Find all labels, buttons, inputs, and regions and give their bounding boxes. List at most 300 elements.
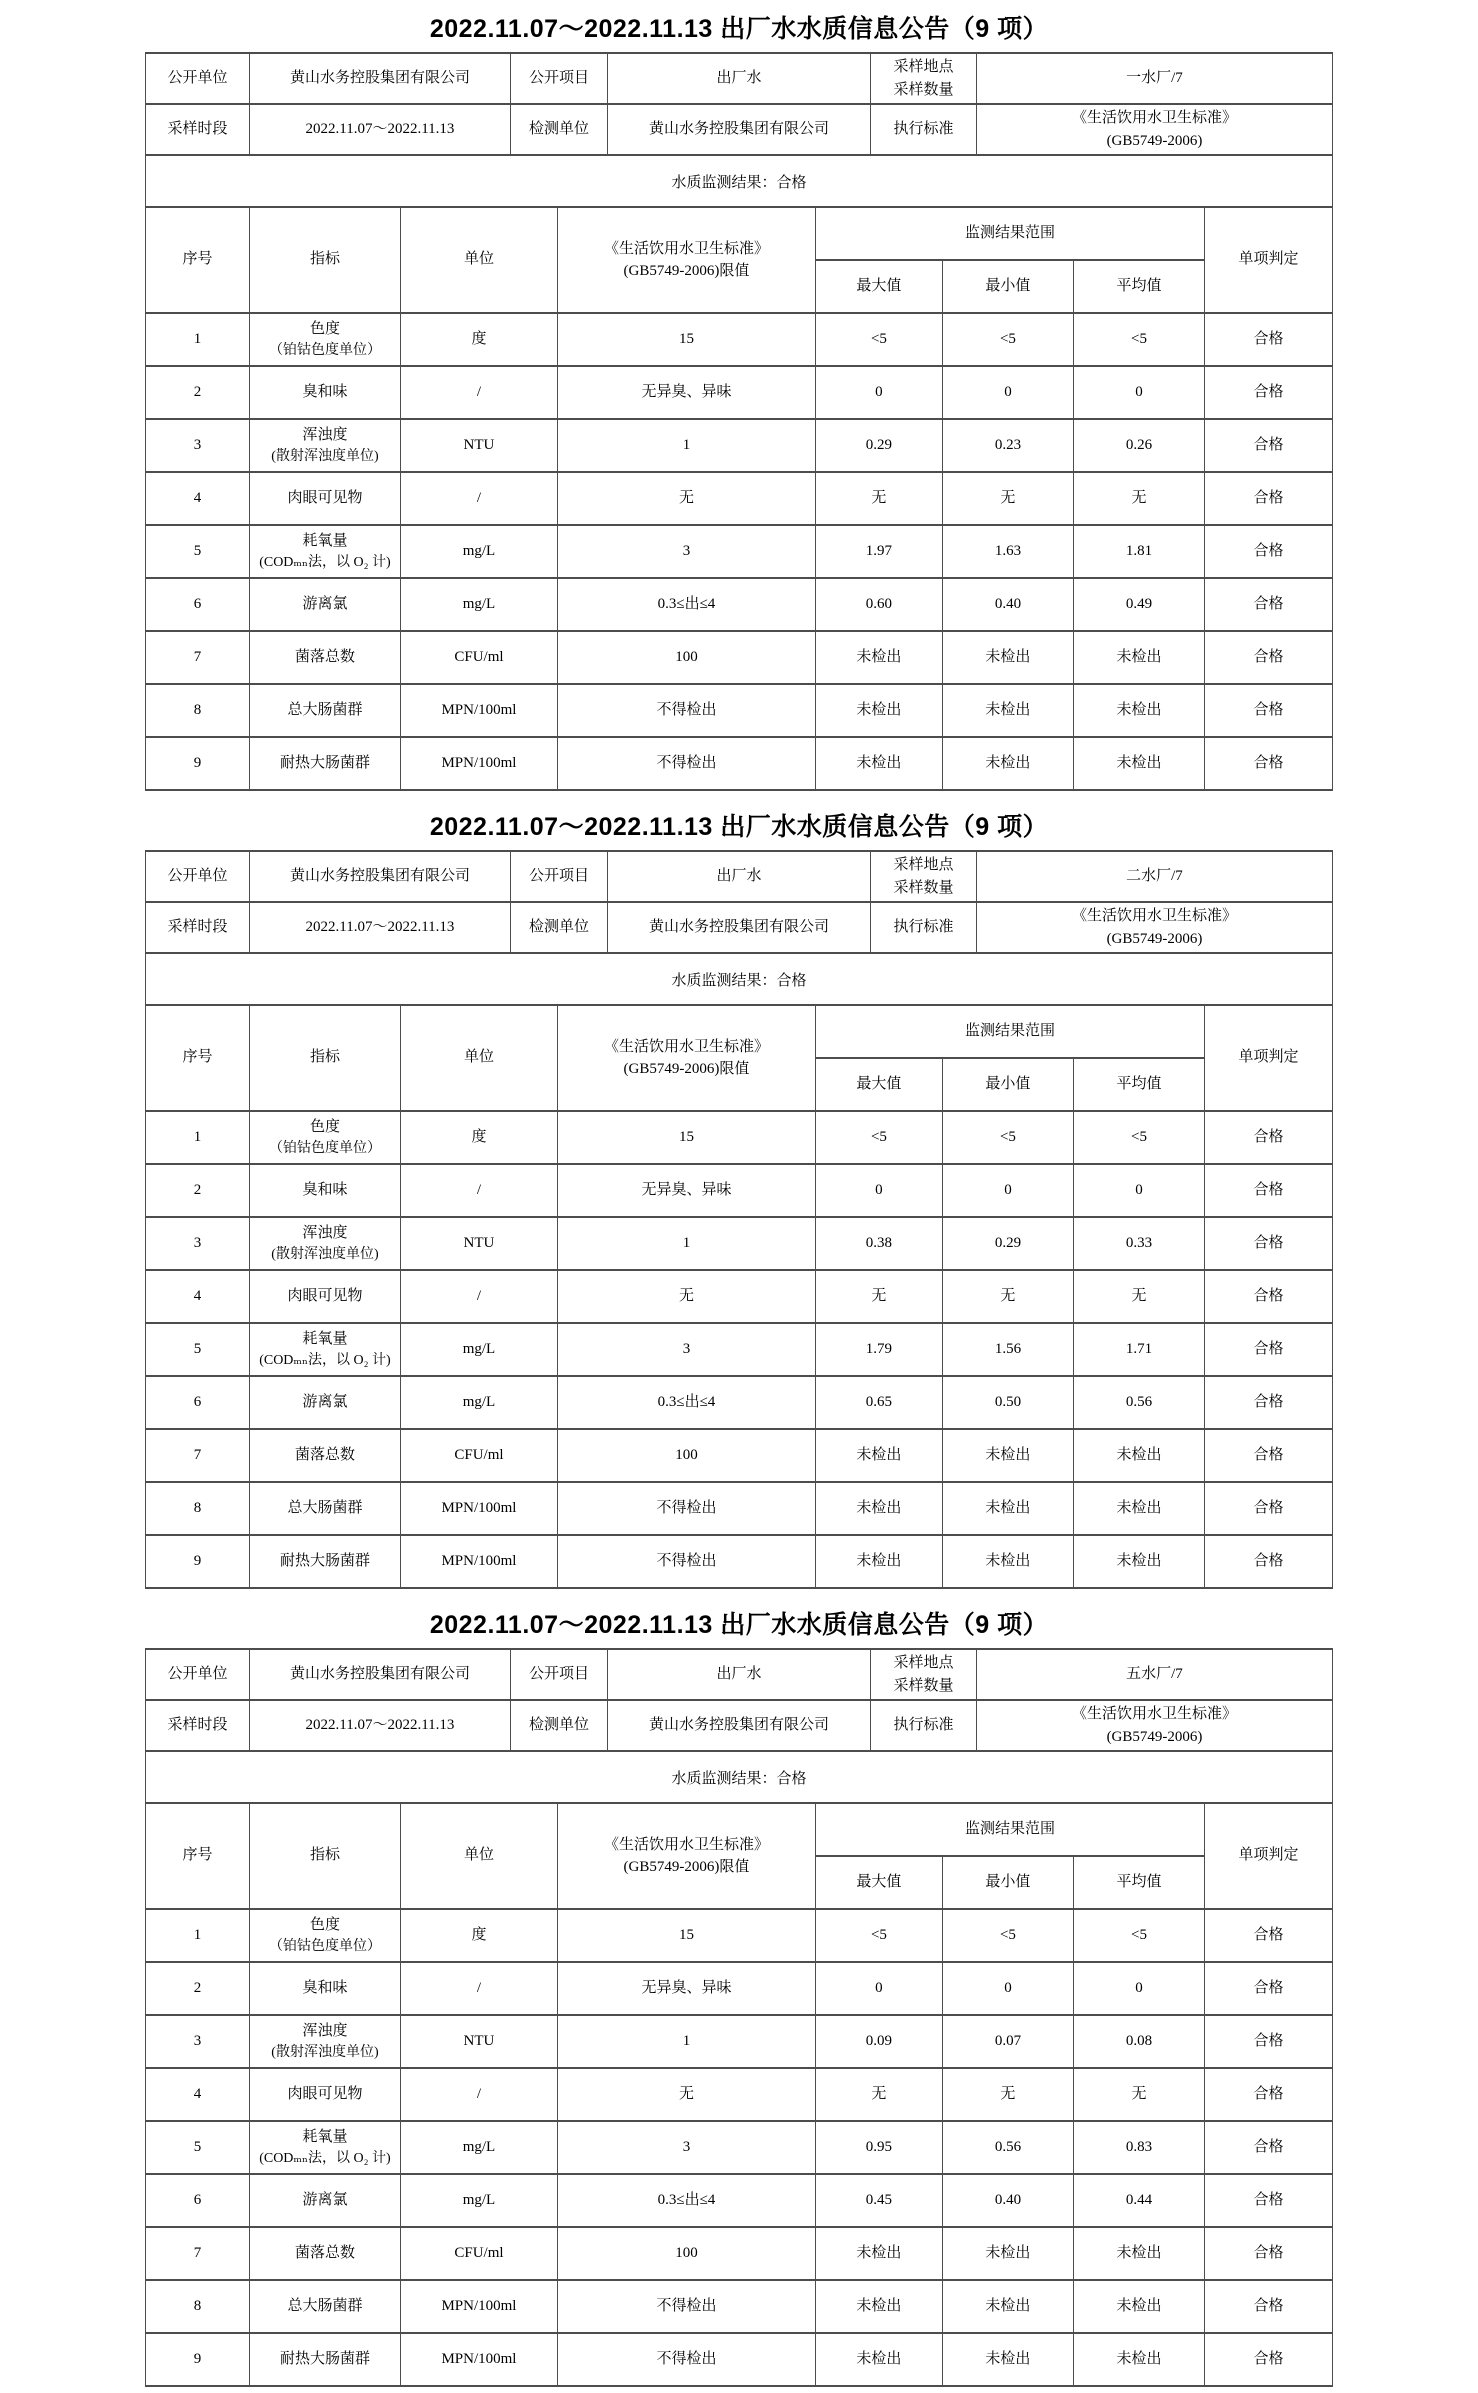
indicator-row xyxy=(146,2015,1333,2068)
limit-cell: 15 xyxy=(557,313,815,366)
min-value-cell: 无 xyxy=(942,472,1073,525)
max-value-cell: 0.38 xyxy=(815,1217,942,1270)
limit-cell: 1 xyxy=(557,419,815,472)
limit-cell: 15 xyxy=(557,1909,815,1962)
row-number: 2 xyxy=(146,1962,250,2015)
limit-cell: 不得检出 xyxy=(557,684,815,737)
standard-label: 执行标准 xyxy=(870,902,976,953)
info-table xyxy=(145,850,1333,954)
period-label: 采样时段 xyxy=(146,902,250,953)
min-value-cell: 未检出 xyxy=(942,2333,1073,2386)
unit-cell: mg/L xyxy=(400,2174,557,2227)
avg-value-cell: 0.44 xyxy=(1073,2174,1204,2227)
indicator-name-line1: 游离氯 xyxy=(302,1394,348,1411)
page-title: 2022.11.07～2022.11.13 出厂水水质信息公告（9 项） xyxy=(429,1611,1049,1639)
limit-header-line1: 《生活饮用水卫生标准》 xyxy=(603,1836,769,1853)
indicator-name-line1: 菌落总数 xyxy=(294,1447,355,1464)
detect-unit-value: 黄山水务控股集团有限公司 xyxy=(607,104,870,155)
notice-block xyxy=(145,1602,1333,2387)
limit-header-line1: 《生活饮用水卫生标准》 xyxy=(603,240,769,257)
verdict-cell: 合格 xyxy=(1204,1323,1332,1376)
max-value-cell: 1.97 xyxy=(815,525,942,578)
standard-value-line2: (GB5749-2006) xyxy=(1106,132,1203,149)
verdict-cell: 合格 xyxy=(1204,2015,1332,2068)
unit-cell: mg/L xyxy=(400,2121,557,2174)
row-number: 7 xyxy=(146,631,250,684)
indicator-name xyxy=(249,1962,400,2015)
indicator-row xyxy=(146,1535,1333,1588)
min-value-cell: 未检出 xyxy=(942,631,1073,684)
open-unit-label: 公开单位 xyxy=(146,53,250,104)
avg-value-cell: 未检出 xyxy=(1073,2333,1204,2386)
project-value: 出厂水 xyxy=(607,1649,870,1700)
indicator-name-line1: 臭和味 xyxy=(302,1980,348,1997)
indicator-name-line1: 浑浊度 xyxy=(302,2022,348,2039)
site-label-line1: 采样地点 xyxy=(893,1655,954,1671)
limit-cell: 无 xyxy=(557,1270,815,1323)
avg-value-cell: 0 xyxy=(1073,1962,1204,2015)
max-value-cell: 未检出 xyxy=(815,737,942,790)
col-header-min: 最小值 xyxy=(942,1856,1073,1909)
col-header-max: 最大值 xyxy=(815,260,942,313)
unit-cell: MPN/100ml xyxy=(400,1535,557,1588)
indicator-name-line1: 游离氯 xyxy=(302,2192,348,2209)
row-number: 4 xyxy=(146,1270,250,1323)
info-row xyxy=(146,1700,1333,1751)
verdict-cell: 合格 xyxy=(1204,2227,1332,2280)
avg-value-cell: 无 xyxy=(1073,2068,1204,2121)
indicator-row xyxy=(146,1909,1333,1962)
unit-cell: 度 xyxy=(400,313,557,366)
col-header-limit xyxy=(557,207,815,313)
indicator-name-line1: 耗氧量 xyxy=(302,2128,348,2145)
limit-cell: 1 xyxy=(557,1217,815,1270)
col-header-indicator: 指标 xyxy=(249,207,400,313)
max-value-cell: 未检出 xyxy=(815,631,942,684)
notice-blocks xyxy=(145,6,1333,2387)
standard-value-line1: 《生活饮用水卫生标准》 xyxy=(1071,908,1237,924)
indicator-name-line1: 肉眼可见物 xyxy=(287,2086,363,2103)
verdict-cell: 合格 xyxy=(1204,1217,1332,1270)
info-row xyxy=(146,104,1333,155)
min-value-cell: 0.29 xyxy=(942,1217,1073,1270)
project-value: 出厂水 xyxy=(607,53,870,104)
min-value-cell: 0.56 xyxy=(942,2121,1073,2174)
unit-cell: CFU/ml xyxy=(400,2227,557,2280)
indicator-name xyxy=(249,366,400,419)
indicator-name xyxy=(249,2174,400,2227)
unit-cell: 度 xyxy=(400,1909,557,1962)
standard-label: 执行标准 xyxy=(870,1700,976,1751)
min-value-cell: 未检出 xyxy=(942,1429,1073,1482)
limit-cell: 无异臭、异味 xyxy=(557,1962,815,2015)
row-number: 9 xyxy=(146,737,250,790)
min-value-cell: 未检出 xyxy=(942,2280,1073,2333)
min-value-cell: 未检出 xyxy=(942,684,1073,737)
indicator-row xyxy=(146,1429,1333,1482)
min-value-cell: 未检出 xyxy=(942,1482,1073,1535)
verdict-cell: 合格 xyxy=(1204,472,1332,525)
max-value-cell: <5 xyxy=(815,313,942,366)
site-label-line2: 采样数量 xyxy=(893,879,954,896)
info-row xyxy=(146,53,1333,104)
min-value-cell: <5 xyxy=(942,1111,1073,1164)
avg-value-cell: 未检出 xyxy=(1073,1429,1204,1482)
indicator-row xyxy=(146,737,1333,790)
min-value-cell: 1.63 xyxy=(942,525,1073,578)
info-row xyxy=(146,1649,1333,1700)
indicator-name-line1: 总大肠菌群 xyxy=(287,1500,363,1517)
verdict-cell: 合格 xyxy=(1204,1909,1332,1962)
unit-cell: MPN/100ml xyxy=(400,2280,557,2333)
notice-block xyxy=(145,6,1333,791)
indicator-name xyxy=(249,1270,400,1323)
site-count-label xyxy=(870,1649,976,1700)
open-unit-label: 公开单位 xyxy=(146,1649,250,1700)
standard-value xyxy=(976,902,1332,953)
standard-value-line1: 《生活饮用水卫生标准》 xyxy=(1071,1706,1237,1722)
row-number: 5 xyxy=(146,525,250,578)
indicator-name-line2: (CODₘₙ法，以 O₂ 计) xyxy=(259,555,391,571)
info-row xyxy=(146,902,1333,953)
indicator-row xyxy=(146,525,1333,578)
min-value-cell: 0 xyxy=(942,1164,1073,1217)
table-header-row xyxy=(146,1803,1333,1856)
verdict-cell: 合格 xyxy=(1204,2068,1332,2121)
indicator-row xyxy=(146,2333,1333,2386)
site-count-label xyxy=(870,53,976,104)
limit-header-line2: (GB5749-2006)限值 xyxy=(623,263,750,279)
indicator-name xyxy=(249,419,400,472)
indicator-row xyxy=(146,313,1333,366)
max-value-cell: 无 xyxy=(815,472,942,525)
avg-value-cell: 0 xyxy=(1073,366,1204,419)
unit-cell: mg/L xyxy=(400,1376,557,1429)
verdict-cell: 合格 xyxy=(1204,1482,1332,1535)
row-number: 5 xyxy=(146,2121,250,2174)
avg-value-cell: 0.33 xyxy=(1073,1217,1204,1270)
indicator-name-line1: 浑浊度 xyxy=(302,1224,348,1241)
max-value-cell: 未检出 xyxy=(815,1429,942,1482)
col-header-unit: 单位 xyxy=(400,1803,557,1909)
row-number: 1 xyxy=(146,313,250,366)
verdict-cell: 合格 xyxy=(1204,525,1332,578)
avg-value-cell: <5 xyxy=(1073,313,1204,366)
page-title: 2022.11.07～2022.11.13 出厂水水质信息公告（9 项） xyxy=(429,15,1049,43)
indicator-name-line1: 耐热大肠菌群 xyxy=(279,1553,370,1570)
avg-value-cell: <5 xyxy=(1073,1111,1204,1164)
table-body xyxy=(146,313,1333,790)
col-header-avg: 平均值 xyxy=(1073,260,1204,313)
site-count-value: 五水厂/7 xyxy=(976,1649,1332,1700)
open-unit-value: 黄山水务控股集团有限公司 xyxy=(249,53,510,104)
limit-cell: 3 xyxy=(557,525,815,578)
page-title: 2022.11.07～2022.11.13 出厂水水质信息公告（9 项） xyxy=(429,813,1049,841)
table-body xyxy=(146,1909,1333,2386)
row-number: 5 xyxy=(146,1323,250,1376)
avg-value-cell: <5 xyxy=(1073,1909,1204,1962)
row-number: 1 xyxy=(146,1909,250,1962)
limit-cell: 100 xyxy=(557,1429,815,1482)
limit-cell: 不得检出 xyxy=(557,1482,815,1535)
unit-cell: MPN/100ml xyxy=(400,737,557,790)
standard-value-line1: 《生活饮用水卫生标准》 xyxy=(1071,110,1237,126)
limit-cell: 3 xyxy=(557,1323,815,1376)
open-unit-value: 黄山水务控股集团有限公司 xyxy=(249,851,510,902)
max-value-cell: 0.95 xyxy=(815,2121,942,2174)
row-number: 8 xyxy=(146,684,250,737)
limit-header-line2: (GB5749-2006)限值 xyxy=(623,1859,750,1875)
col-header-range: 监测结果范围 xyxy=(815,1005,1204,1058)
unit-cell: mg/L xyxy=(400,1323,557,1376)
verdict-cell: 合格 xyxy=(1204,1164,1332,1217)
result-line: 水质监测结果：合格 xyxy=(145,954,1333,1004)
indicator-name-line1: 色度 xyxy=(309,1118,340,1135)
indicator-row xyxy=(146,2068,1333,2121)
verdict-cell: 合格 xyxy=(1204,737,1332,790)
unit-cell: mg/L xyxy=(400,525,557,578)
unit-cell: NTU xyxy=(400,419,557,472)
row-number: 9 xyxy=(146,1535,250,1588)
max-value-cell: 0 xyxy=(815,1164,942,1217)
indicator-name-line2: (散射浑浊度单位) xyxy=(271,449,379,465)
indicator-name xyxy=(249,631,400,684)
indicator-name xyxy=(249,1376,400,1429)
limit-cell: 不得检出 xyxy=(557,2333,815,2386)
site-label-line2: 采样数量 xyxy=(893,81,954,98)
project-label: 公开项目 xyxy=(510,53,607,104)
verdict-cell: 合格 xyxy=(1204,2121,1332,2174)
min-value-cell: 0.50 xyxy=(942,1376,1073,1429)
site-label-line1: 采样地点 xyxy=(893,59,954,75)
col-header-verdict: 单项判定 xyxy=(1204,1803,1332,1909)
verdict-cell: 合格 xyxy=(1204,366,1332,419)
min-value-cell: 无 xyxy=(942,2068,1073,2121)
verdict-cell: 合格 xyxy=(1204,1429,1332,1482)
indicator-name-line1: 总大肠菌群 xyxy=(287,2298,363,2315)
avg-value-cell: 0 xyxy=(1073,1164,1204,1217)
col-header-indicator: 指标 xyxy=(249,1803,400,1909)
indicator-row xyxy=(146,1164,1333,1217)
row-number: 7 xyxy=(146,1429,250,1482)
min-value-cell: 0.23 xyxy=(942,419,1073,472)
detect-unit-value: 黄山水务控股集团有限公司 xyxy=(607,1700,870,1751)
indicator-name xyxy=(249,1111,400,1164)
verdict-cell: 合格 xyxy=(1204,313,1332,366)
open-unit-value: 黄山水务控股集团有限公司 xyxy=(249,1649,510,1700)
indicator-name xyxy=(249,1429,400,1482)
indicator-row xyxy=(146,1376,1333,1429)
verdict-cell: 合格 xyxy=(1204,1270,1332,1323)
min-value-cell: <5 xyxy=(942,1909,1073,1962)
col-header-avg: 平均值 xyxy=(1073,1856,1204,1909)
indicator-name xyxy=(249,1164,400,1217)
indicator-name xyxy=(249,2068,400,2121)
notice-block xyxy=(145,804,1333,1589)
indicator-row xyxy=(146,631,1333,684)
indicator-name-line1: 耗氧量 xyxy=(302,1330,348,1347)
site-label-line1: 采样地点 xyxy=(893,857,954,873)
avg-value-cell: 未检出 xyxy=(1073,2280,1204,2333)
indicator-row xyxy=(146,2227,1333,2280)
avg-value-cell: 未检出 xyxy=(1073,631,1204,684)
indicator-name xyxy=(249,684,400,737)
indicator-name-line1: 臭和味 xyxy=(302,384,348,401)
row-number: 9 xyxy=(146,2333,250,2386)
indicator-row xyxy=(146,366,1333,419)
avg-value-cell: 0.49 xyxy=(1073,578,1204,631)
row-number: 8 xyxy=(146,2280,250,2333)
min-value-cell: 0.07 xyxy=(942,2015,1073,2068)
unit-cell: MPN/100ml xyxy=(400,684,557,737)
result-line: 水质监测结果：合格 xyxy=(145,156,1333,206)
limit-cell: 1 xyxy=(557,2015,815,2068)
avg-value-cell: 0.26 xyxy=(1073,419,1204,472)
indicator-name xyxy=(249,472,400,525)
col-header-seq: 序号 xyxy=(146,1803,250,1909)
max-value-cell: 0.29 xyxy=(815,419,942,472)
max-value-cell: 0.65 xyxy=(815,1376,942,1429)
max-value-cell: 未检出 xyxy=(815,684,942,737)
indicator-row xyxy=(146,1111,1333,1164)
unit-cell: / xyxy=(400,1962,557,2015)
indicator-row xyxy=(146,2174,1333,2227)
verdict-cell: 合格 xyxy=(1204,1962,1332,2015)
indicator-name-line2: （铂钴色度单位） xyxy=(268,343,381,359)
verdict-cell: 合格 xyxy=(1204,578,1332,631)
verdict-cell: 合格 xyxy=(1204,1376,1332,1429)
limit-cell: 15 xyxy=(557,1111,815,1164)
max-value-cell: 未检出 xyxy=(815,2227,942,2280)
indicator-name-line1: 色度 xyxy=(309,1916,340,1933)
limit-cell: 0.3≤出≤4 xyxy=(557,578,815,631)
row-number: 6 xyxy=(146,1376,250,1429)
unit-cell: CFU/ml xyxy=(400,1429,557,1482)
info-table xyxy=(145,52,1333,156)
limit-cell: 0.3≤出≤4 xyxy=(557,2174,815,2227)
limit-cell: 无 xyxy=(557,472,815,525)
result-line: 水质监测结果：合格 xyxy=(145,1752,1333,1802)
min-value-cell: 0 xyxy=(942,366,1073,419)
unit-cell: / xyxy=(400,1164,557,1217)
detect-unit-label: 检测单位 xyxy=(510,902,607,953)
limit-cell: 无异臭、异味 xyxy=(557,1164,815,1217)
unit-cell: / xyxy=(400,1270,557,1323)
period-label: 采样时段 xyxy=(146,104,250,155)
table-header-row xyxy=(146,207,1333,260)
table-body xyxy=(146,1111,1333,1588)
avg-value-cell: 1.81 xyxy=(1073,525,1204,578)
indicator-name-line2: （铂钴色度单位） xyxy=(268,1141,381,1157)
limit-header-line1: 《生活饮用水卫生标准》 xyxy=(603,1038,769,1055)
site-count-value: 一水厂/7 xyxy=(976,53,1332,104)
indicator-name-line1: 臭和味 xyxy=(302,1182,348,1199)
limit-cell: 100 xyxy=(557,631,815,684)
verdict-cell: 合格 xyxy=(1204,2333,1332,2386)
row-number: 1 xyxy=(146,1111,250,1164)
detect-unit-label: 检测单位 xyxy=(510,104,607,155)
verdict-cell: 合格 xyxy=(1204,631,1332,684)
max-value-cell: 未检出 xyxy=(815,2333,942,2386)
site-label-line2: 采样数量 xyxy=(893,1677,954,1694)
max-value-cell: 0.45 xyxy=(815,2174,942,2227)
indicator-row xyxy=(146,472,1333,525)
min-value-cell: 0 xyxy=(942,1962,1073,2015)
indicator-row xyxy=(146,578,1333,631)
indicator-row xyxy=(146,1482,1333,1535)
indicator-name-line1: 浑浊度 xyxy=(302,426,348,443)
info-table xyxy=(145,1648,1333,1752)
period-value: 2022.11.07～2022.11.13 xyxy=(249,104,510,155)
unit-cell: NTU xyxy=(400,1217,557,1270)
avg-value-cell: 0.56 xyxy=(1073,1376,1204,1429)
max-value-cell: <5 xyxy=(815,1909,942,1962)
indicator-name xyxy=(249,1535,400,1588)
indicator-name-line1: 总大肠菌群 xyxy=(287,702,363,719)
avg-value-cell: 无 xyxy=(1073,1270,1204,1323)
standard-value xyxy=(976,104,1332,155)
indicator-name-line1: 色度 xyxy=(309,320,340,337)
period-value: 2022.11.07～2022.11.13 xyxy=(249,1700,510,1751)
indicator-name xyxy=(249,2015,400,2068)
verdict-cell: 合格 xyxy=(1204,1111,1332,1164)
min-value-cell: 0.40 xyxy=(942,578,1073,631)
indicator-name xyxy=(249,1217,400,1270)
avg-value-cell: 未检出 xyxy=(1073,737,1204,790)
period-value: 2022.11.07～2022.11.13 xyxy=(249,902,510,953)
info-row xyxy=(146,851,1333,902)
indicator-row xyxy=(146,419,1333,472)
min-value-cell: <5 xyxy=(942,313,1073,366)
indicator-name xyxy=(249,578,400,631)
row-number: 3 xyxy=(146,2015,250,2068)
min-value-cell: 0.40 xyxy=(942,2174,1073,2227)
col-header-range: 监测结果范围 xyxy=(815,207,1204,260)
row-number: 7 xyxy=(146,2227,250,2280)
indicator-name xyxy=(249,2121,400,2174)
unit-cell: NTU xyxy=(400,2015,557,2068)
quality-table xyxy=(145,1004,1333,1589)
verdict-cell: 合格 xyxy=(1204,684,1332,737)
indicator-name-line1: 耗氧量 xyxy=(302,532,348,549)
unit-cell: / xyxy=(400,472,557,525)
limit-cell: 不得检出 xyxy=(557,1535,815,1588)
max-value-cell: 未检出 xyxy=(815,2280,942,2333)
max-value-cell: 0 xyxy=(815,1962,942,2015)
avg-value-cell: 未检出 xyxy=(1073,684,1204,737)
detect-unit-value: 黄山水务控股集团有限公司 xyxy=(607,902,870,953)
limit-cell: 100 xyxy=(557,2227,815,2280)
limit-cell: 不得检出 xyxy=(557,737,815,790)
quality-table xyxy=(145,206,1333,791)
period-label: 采样时段 xyxy=(146,1700,250,1751)
avg-value-cell: 未检出 xyxy=(1073,1535,1204,1588)
row-number: 2 xyxy=(146,366,250,419)
indicator-row xyxy=(146,1323,1333,1376)
avg-value-cell: 无 xyxy=(1073,472,1204,525)
max-value-cell: 0.09 xyxy=(815,2015,942,2068)
col-header-verdict: 单项判定 xyxy=(1204,207,1332,313)
min-value-cell: 无 xyxy=(942,1270,1073,1323)
indicator-name-line1: 耐热大肠菌群 xyxy=(279,755,370,772)
verdict-cell: 合格 xyxy=(1204,2280,1332,2333)
table-header-row xyxy=(146,1005,1333,1058)
project-label: 公开项目 xyxy=(510,851,607,902)
col-header-min: 最小值 xyxy=(942,1058,1073,1111)
avg-value-cell: 1.71 xyxy=(1073,1323,1204,1376)
limit-cell: 不得检出 xyxy=(557,2280,815,2333)
indicator-name xyxy=(249,2333,400,2386)
